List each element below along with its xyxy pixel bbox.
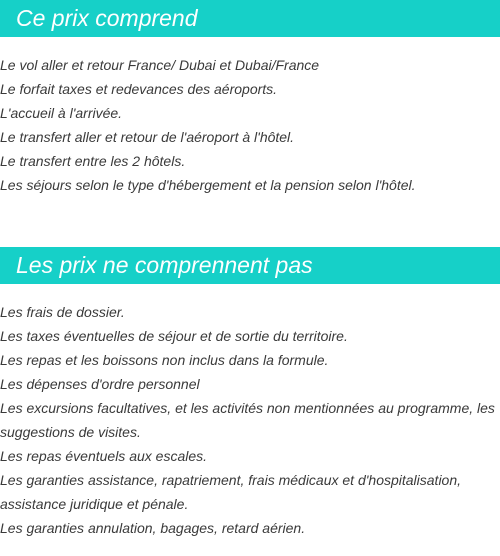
excluded-item: Les garanties annulation, bagages, retard aérien. <box>0 520 306 536</box>
excluded-item: Les repas et les boissons non inclus dans la formule. <box>0 352 329 368</box>
excluded-item: Les excursions facultatives, et les activités non mentionnées au programme, les suggestions de visites. <box>0 400 495 440</box>
excluded-item: Les repas éventuels aux escales. <box>0 448 208 464</box>
included-item: Les séjours selon le type d'hébergement et la pension selon l'hôtel. <box>0 177 416 193</box>
included-item: Le forfait taxes et redevances des aéroports. <box>0 81 278 97</box>
excluded-item: Les taxes éventuelles de séjour et de sortie du territoire. <box>0 328 348 344</box>
included-section-title: Ce prix comprend <box>16 5 198 31</box>
included-item: Le transfert aller et retour de l'aéroport à l'hôtel. <box>0 129 295 145</box>
included-item: Le transfert entre les 2 hôtels. <box>0 153 186 169</box>
included-item: Le vol aller et retour France/ Dubai et Dubai/France <box>0 57 320 73</box>
included-list <box>0 53 500 197</box>
included-item: L'accueil à l'arrivée. <box>0 105 123 121</box>
included-section-header <box>0 0 500 37</box>
excluded-item: Les dépenses d'ordre personnel <box>0 376 200 392</box>
excluded-item: Les frais de dossier. <box>0 304 125 320</box>
excluded-list <box>0 300 500 540</box>
excluded-section-title: Les prix ne comprennent pas <box>16 252 313 278</box>
excluded-section-header <box>0 247 500 284</box>
excluded-item: Les garanties assistance, rapatriement, frais médicaux et d'hospitalisation, assistance juridique et pénale. <box>0 472 462 512</box>
